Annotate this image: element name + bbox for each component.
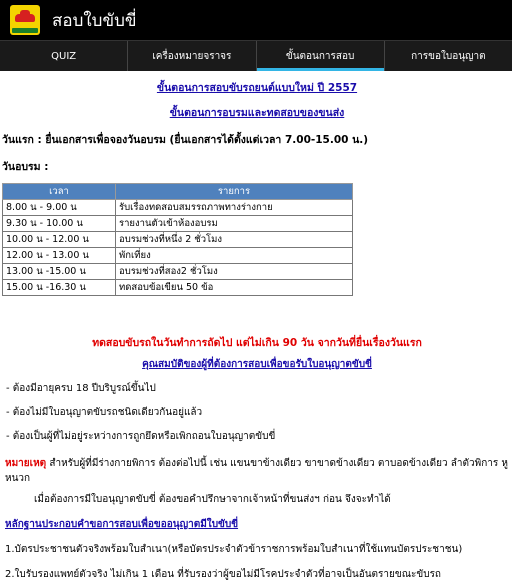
table-row — [3, 216, 353, 232]
time-cell: 13.00 น -15.00 น — [3, 264, 116, 280]
heading-new-exam[interactable]: ขั้นตอนการสอบขับรถยนต์แบบใหม่ ปี 2557 — [156, 82, 358, 94]
table-row — [3, 264, 353, 280]
document-item: 2.ใบรับรองแพทย์ตัวจริง ไม่เกิน 1 เดือน ที่รับรองว่าผู้ขอไม่มีโรคประจำตัวที่อาจเป็นอันตรายขณะขับรถ — [5, 569, 441, 580]
tab-quiz[interactable]: QUIZ — [51, 50, 77, 62]
item-cell: รายงานตัวเข้าห้องอบรม — [116, 216, 353, 232]
time-cell: 15.00 น -16.30 น — [3, 280, 116, 296]
day-one-text: วันแรก : ยื่นเอกสารเพื่อจองวันอบรม (ยื่นเอกสารได้ตั้งแต่เวลา 7.00-15.00 น.) — [2, 134, 369, 146]
app-bar — [0, 0, 512, 40]
note-text: สำหรับผู้ที่มีร่างกายพิการ ต้องต่อไปนี้ เช่น แขนขาข้างเดียว ขาขาดข้างเดียว ตาบอดข้างเดียว ลำตัวพิการ หูหนวก — [5, 458, 509, 484]
table-header-time: เวลา — [3, 184, 116, 200]
documents-heading[interactable]: หลักฐานประกอบคำขอการสอบเพื่อขออนุญาตมีใบขับขี่ — [5, 519, 239, 530]
consult-text: เมื่อต้องการมีใบอนุญาตขับขี่ ต้องขอคำปรึกษาจากเจ้าหน้าที่ขนส่งฯ ก่อน จึงจะทำได้ — [34, 494, 391, 505]
tab-license-request[interactable]: การขอใบอนุญาต — [384, 41, 512, 71]
training-day-label: วันอบรม : — [2, 161, 49, 173]
qualification-heading[interactable]: คุณสมบัติของผู้ที่ต้องการสอบเพื่อขอรับใบอนุญาตขับขี่ — [142, 359, 372, 370]
item-cell: อบรมช่วงที่หนึ่ง 2 ชั่วโมง — [116, 232, 353, 248]
heading-training-steps[interactable]: ขั้นตอนการอบรมและทดสอบของขนส่ง — [169, 107, 345, 119]
item-cell: อบรมช่วงที่สอง2 ชั่วโมง — [116, 264, 353, 280]
table-row — [3, 280, 353, 296]
exam-deadline-text: ทดสอบขับรถในวันทำการถัดไป แต่ไม่เกิน 90 วัน จากวันที่ยื่นเรื่องวันแรก — [92, 337, 422, 349]
table-row — [3, 232, 353, 248]
time-cell: 8.00 น - 9.00 น — [3, 200, 116, 216]
note-label: หมายเหตุ — [5, 458, 47, 469]
item-cell: รับเรื่องทดสอบสมรรถภาพทางร่างกาย — [116, 200, 353, 216]
tab-traffic-signs[interactable]: เครื่องหมายจราจร — [127, 41, 255, 71]
qualification-item: - ต้องมีอายุครบ 18 ปีบริบูรณ์ขึ้นไป — [6, 383, 156, 394]
time-cell: 10.00 น - 12.00 น — [3, 232, 116, 248]
table-row — [3, 248, 353, 264]
table-row — [3, 200, 353, 216]
note-paragraph — [2, 456, 512, 486]
qualification-item: - ต้องไม่มีใบอนุญาตขับรถชนิดเดียวกันอยู่แล้ว — [6, 407, 203, 418]
time-cell: 12.00 น - 13.00 น — [3, 248, 116, 264]
schedule-table — [2, 183, 353, 296]
app-title: สอบใบขับขี่ — [52, 10, 137, 31]
table-header-item: รายการ — [116, 184, 353, 200]
car-logo-icon — [10, 5, 40, 35]
document-item: 1.บัตรประชาชนตัวจริงพร้อมใบสำเนา(หรือบัตรประจำตัวข้าราชการพร้อมใบสำเนาที่ใช้แทนบัตรประชาชน) — [5, 544, 463, 555]
qualification-item: - ต้องเป็นผู้ที่ไม่อยู่ระหว่างการถูกยึดหรือเพิกถอนใบอนุญาตขับขี่ — [6, 431, 276, 442]
time-cell: 9.30 น - 10.00 น — [3, 216, 116, 232]
content-area — [0, 79, 512, 582]
item-cell: พักเที่ยง — [116, 248, 353, 264]
item-cell: ทดสอบข้อเขียน 50 ข้อ — [116, 280, 353, 296]
tab-bar — [0, 40, 512, 71]
tab-exam-steps[interactable]: ขั้นตอนการสอบ — [256, 41, 384, 71]
